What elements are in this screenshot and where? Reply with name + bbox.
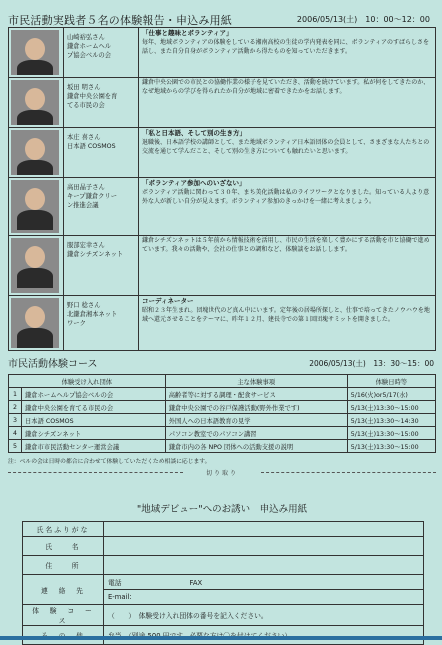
course-note: 注：ベルの会は日時の都合に合わせて体験していただくため相談に応じます。 [8, 459, 211, 465]
form-label [23, 626, 104, 645]
column-header: 主な体験事項 [165, 375, 347, 388]
table-row [9, 440, 436, 453]
form-label: 体 験 コ ー ス [23, 605, 104, 626]
email-field[interactable]: E-mail: [104, 590, 424, 605]
bottom-border [0, 636, 442, 640]
host-org: 日本語 COSMOS [22, 414, 166, 427]
form-row [23, 522, 424, 537]
course-date: 2006/05/13(土) 13：30～15：00 [309, 359, 434, 368]
speaker-row [9, 236, 436, 296]
speaker-row [9, 178, 436, 236]
portrait-photo [11, 180, 59, 233]
phone-fax-field[interactable]: 電話 FAX [104, 575, 424, 590]
speaker-org: てる市民の会 [67, 101, 105, 109]
speaker-org: 鎌倉中央公園を育 [67, 92, 118, 100]
table-row [9, 414, 436, 427]
table-row [9, 427, 436, 440]
furigana-field[interactable] [104, 522, 424, 537]
row-number: 5 [9, 440, 22, 453]
speaker-name: 野口 稔さん [67, 302, 101, 309]
portrait-photo [11, 80, 59, 125]
speaker-row [9, 296, 436, 351]
table-row [9, 388, 436, 401]
activity: 高齢者等に対する調理・配食サービス [165, 388, 347, 401]
speaker-org: キープ鎌倉クリー [67, 192, 118, 200]
course-header-row [9, 375, 436, 388]
course-header [8, 353, 436, 371]
speaker-org: ン推進会議 [67, 201, 99, 209]
schedule: 5/13(土)13:30～14:30 [347, 414, 435, 427]
schedule: 5/13(土)13:30～15:00 [347, 440, 435, 453]
speaker-row [9, 78, 436, 128]
activity: パソコン教室でのパソコン講習 [165, 427, 347, 440]
form-label: 氏名ふりがな [23, 522, 104, 537]
course-section-title: 市民活動体験コース [8, 359, 98, 370]
form-label: 氏 名 [23, 537, 104, 556]
name-field[interactable] [104, 537, 424, 556]
portrait-photo [11, 130, 59, 175]
host-org: 鎌倉ホームヘルプ協会ベルの会 [22, 388, 166, 401]
host-org: 鎌倉シチズンネット [22, 427, 166, 440]
talk-description: 毎年、地域ボランティアの体験をしている湘南高校の生徒の学内発表を同に、ボランティアのすばらしさを話し、また自分自身がボランティア活動から得たものを知っていただきます。 [142, 39, 430, 55]
row-number: 3 [9, 414, 22, 427]
talk-description: 鎌倉中央公園での市民との協働作業の様子を見ていただき、活動を続けています。私が何をしてきたのか、なぜ地域からの学びを得られたか自分が地域に密着できたかをお話します。 [142, 79, 430, 95]
cut-line: 切り取り [8, 468, 436, 477]
speaker-name: 坂田 明さん [67, 84, 101, 91]
portrait-photo [11, 298, 59, 348]
form-row [23, 556, 424, 575]
table-row [9, 401, 436, 414]
talk-description: 昭和２３年生まれ。団塊世代のど真ん中にいます。定年後の居場所探しと、仕事で培ってきたノウハウを地域へ還元させることをテーマに、昨年１２月、建長寺での第１回団塊サミットを開きました。 [142, 307, 430, 323]
row-number: 2 [9, 401, 22, 414]
speaker-name: 山崎裕弘さん [67, 34, 105, 41]
schedule: 5/13(土)13:30～15:00 [347, 427, 435, 440]
column-header: 体験受け入れ団体 [9, 375, 166, 388]
speaker-org: 鎌倉ホームヘル [67, 42, 112, 50]
speaker-name: 服部宏幸さん [67, 242, 105, 249]
talk-topic: コーディネーター [142, 297, 194, 305]
talk-description: ボランティア活動に関わって３０年、まち美化活動は私のライフワークとなりました。知っている人より意外な人が新しい自分が見えます。ボランティア参加のきっかけを一緒に考えましょう。 [142, 189, 430, 205]
talk-topic: 「私と日本語、そして別の生き方」 [142, 129, 246, 137]
speaker-org: 日本語 COSMOS [67, 142, 116, 150]
course-number-field[interactable]: （ ） 体験受け入れ団体の番号を記入ください。 [104, 605, 424, 626]
talk-topic: 「仕事と趣味とボランティア」 [142, 29, 233, 37]
talk-topic: 「ボランティア参加へのいざない」 [142, 179, 246, 187]
form-row [23, 626, 424, 645]
form-label: 住 所 [23, 556, 104, 575]
host-org: 鎌倉中央公園を育てる市民の会 [22, 401, 166, 414]
report-date: 2006/05/13(土) 10：00～12：00 [296, 15, 430, 24]
row-number: 1 [9, 388, 22, 401]
form-title: "地域デビュー"へのお誘い 申込み用紙 [136, 504, 308, 515]
address-field[interactable] [104, 556, 424, 575]
speaker-org: 鎌倉シチズンネット [67, 250, 124, 258]
speaker-name: 高田晶子さん [67, 184, 105, 191]
form-label: 連 絡 先 [23, 575, 104, 605]
form-row [23, 537, 424, 556]
host-org: 鎌倉市市民活動センター運営会議 [22, 440, 166, 453]
schedule: 5/13(土)13:30～15:00 [347, 401, 435, 414]
speaker-row [9, 128, 436, 178]
talk-description: 鎌倉シチズンネットは５年前から情報技術を活用し、市民の生活を楽しく豊かにする活動を市と協働で進めています。我々の活動や、会社の仕事との調和など、体験談をお話しします。 [142, 237, 430, 253]
speaker-org: プ協会ベルの会 [67, 51, 112, 59]
speaker-org: ワーク [67, 319, 86, 327]
column-header: 体験日時等 [347, 375, 435, 388]
form-row [23, 575, 424, 590]
lunch-field[interactable] [104, 626, 424, 645]
talk-description: 退職後、日本語学校の講師として、また地域ボランティア日本語団体の会員として、さまざまな人たちとの交流を通じて学んだこと、そして別の生き方についても触れたいと思います。 [142, 139, 430, 155]
speaker-org: 北鎌倉湘本ネット [67, 310, 118, 318]
portrait-photo [11, 30, 59, 75]
speaker-row [9, 28, 436, 78]
form-row [23, 605, 424, 626]
schedule: 5/16(火)or5/17(水) [347, 388, 435, 401]
portrait-photo [11, 238, 59, 293]
activity: 鎌倉中央公園での谷戸保護活動(野外作業です) [165, 401, 347, 414]
speaker-name: 本庄 喜さん [67, 134, 101, 141]
activity: 鎌倉市内の各 NPO 団体への活動支援の説明 [165, 440, 347, 453]
application-form [22, 521, 424, 645]
report-title: 市民活動実践者５名の体験報告・申込み用紙 [8, 14, 232, 27]
activity: 外国人への日本語教育の見学 [165, 414, 347, 427]
course-table [8, 374, 436, 453]
row-number: 4 [9, 427, 22, 440]
speaker-table [8, 27, 436, 351]
